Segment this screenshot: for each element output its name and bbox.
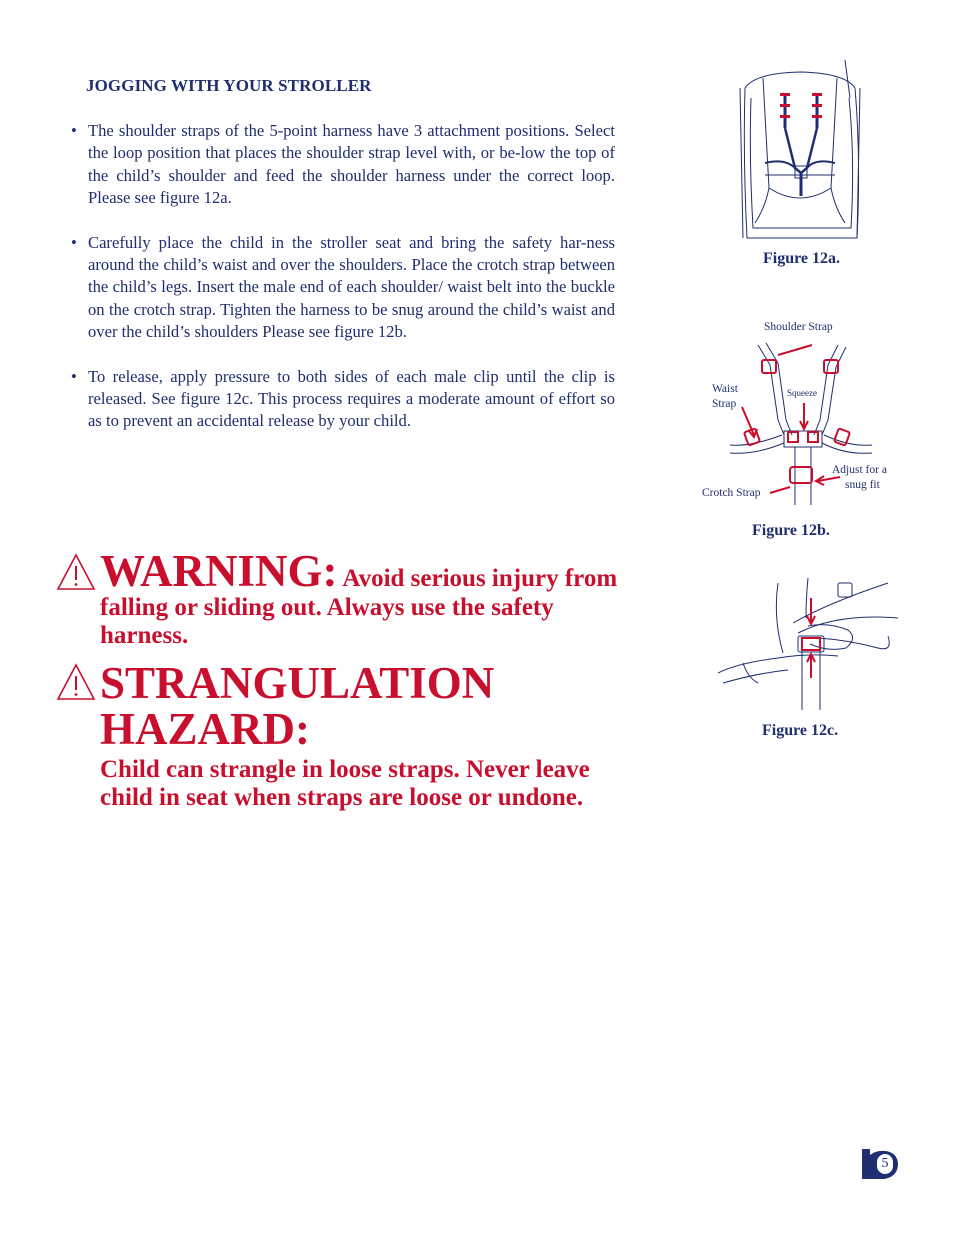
adjust-label-line2: snug fit — [845, 479, 880, 491]
warning-block — [56, 548, 636, 650]
instruction-list — [70, 120, 615, 455]
warning-text: Child can strangle in loose straps. Never leave child in seat when straps are loose or undone. — [100, 756, 590, 811]
bullet-mark: • — [71, 121, 77, 140]
list-item — [70, 366, 615, 433]
adjust-label-line1: Adjust for a — [832, 464, 887, 476]
section-heading: JOGGING WITH YOUR STROLLER — [86, 76, 372, 95]
list-item — [70, 232, 615, 344]
stroller-seat-illustration — [735, 58, 865, 248]
warning-triangle-icon — [56, 552, 96, 592]
warning-title: WARNING: — [100, 546, 338, 596]
squeeze-label: Squeeze — [787, 388, 817, 398]
strangulation-warning-block — [56, 660, 636, 812]
warning-text-inline: Avoid serious injury from — [337, 565, 618, 592]
crotch-strap-label: Crotch Strap — [702, 487, 761, 499]
figure-12a-caption: Figure 12a. — [763, 250, 841, 267]
waist-strap-label-line1: Waist — [712, 383, 738, 395]
shoulder-strap-label: Shoulder Strap — [764, 321, 833, 333]
warning-title: STRANGULATION HAZARD: — [100, 658, 495, 754]
bullet-text: To release, apply pressure to both sides of each male clip until the clip is released. See figure 12c. This process requires a moderate amount of effort so as to prevent an accidental release by your child. — [88, 366, 615, 431]
figure-12c-caption: Figure 12c. — [762, 722, 839, 739]
bullet-text: The shoulder straps of the 5-point harness have 3 attachment positions. Select the loop position that places the shoulder strap level with, or be-low the top of the child’s shoulder and feed the shoulder harness under the correct loop. Please see figure 12a. — [88, 121, 615, 208]
warning-text: falling or sliding out. Always use the safety harness. — [100, 594, 554, 649]
warning-triangle-icon — [56, 662, 96, 702]
list-item — [70, 120, 615, 210]
bullet-mark: • — [71, 366, 77, 386]
page-number: 5 — [877, 1154, 893, 1174]
bullet-text: Carefully place the child in the stroller seat and bring the safety har-ness around the child’s waist and over the shoulders. Place the crotch strap between the child’s legs. Insert the male end of each shoulder/ waist belt into the buckle on the crotch strap. Tighten the harness to be snug around the child’s waist and over the child’s shoulders Please see figure 12b. — [88, 232, 615, 342]
buckle-release-illustration — [718, 578, 903, 713]
figure-12b-caption: Figure 12b. — [752, 522, 830, 539]
bullet-mark: • — [71, 232, 77, 252]
waist-strap-label-line2: Strap — [712, 398, 737, 410]
